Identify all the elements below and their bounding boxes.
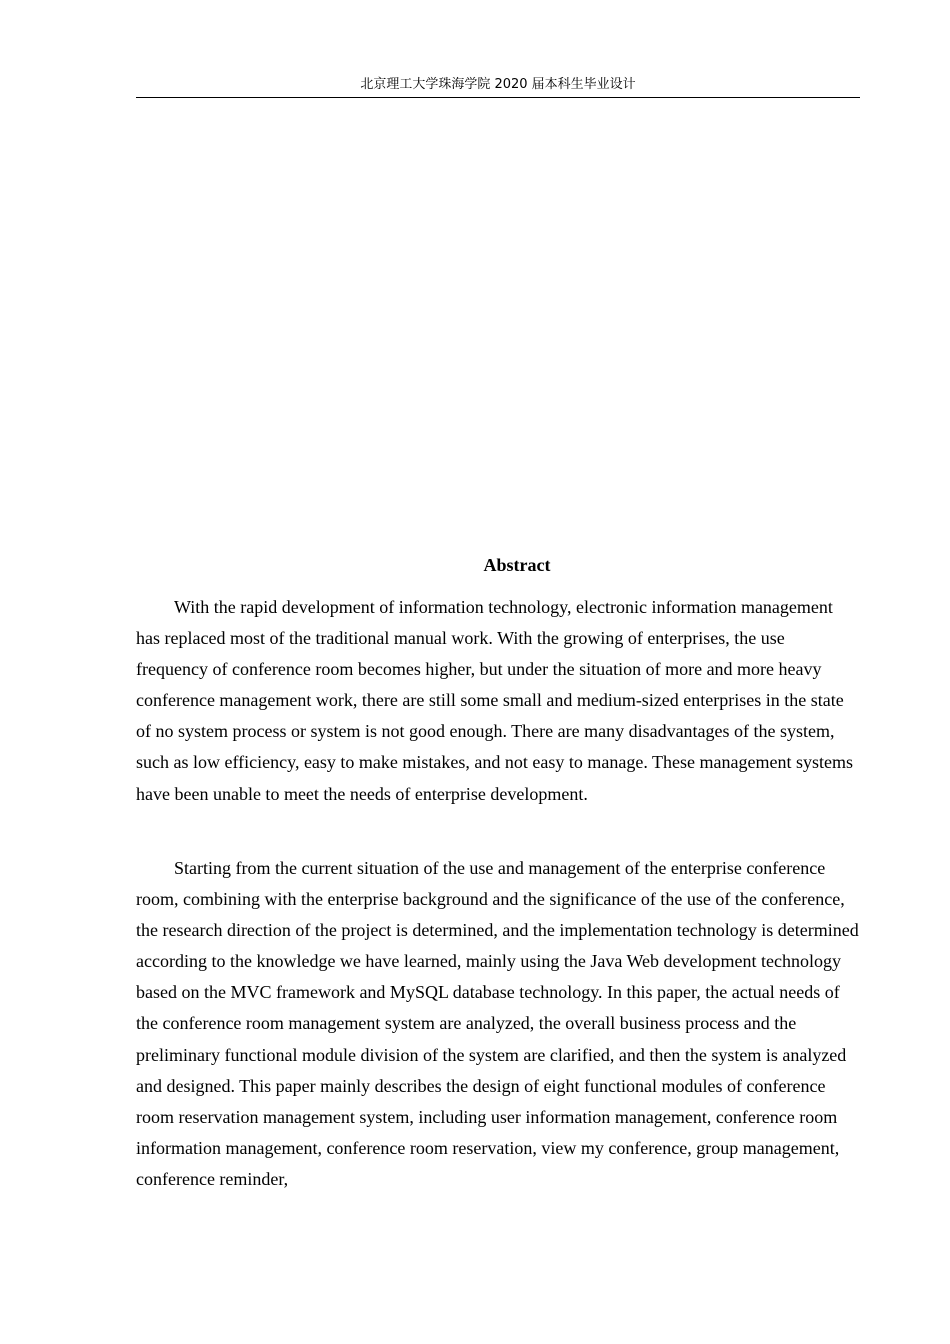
abstract-paragraph-2: Starting from the current situation of the use and management of the enterprise conference room, combining with the enterprise background and the significance of the use of the conference, the research direction of the project is determined, and the implementation technology is determined according to the knowledge we have learned, mainly using the Java Web development technology based on the MVC framework and MySQL database technology. In this paper, the actual needs of the conference room management system are analyzed, the overall business process and the preliminary functional module division of the system are clarified, and then the system is analyzed and designed. This paper mainly describes the design of eight functional modules of conference room reservation management system, including user information management, conference room information management, conference room reservation, view my conference, group management, conference reminder, — [136, 858, 859, 1189]
abstract-title: Abstract — [483, 555, 551, 575]
page-header-text: 北京理工大学珠海学院 2020 届本科生毕业设计 — [360, 77, 636, 92]
page-header — [136, 76, 860, 98]
abstract-paragraph-1: With the rapid development of information technology, electronic information management has replaced most of the traditional manual work. With the growing of enterprises, the use frequency of conference room becomes higher, but under the situation of more and more heavy conference management work, there are still some small and medium-sized enterprises in the state of no system process or system is not good enough. There are many disadvantages of the system, such as low efficiency, easy to make mistakes, and not easy to manage. These management systems have been unable to meet the needs of enterprise development. — [136, 597, 853, 804]
